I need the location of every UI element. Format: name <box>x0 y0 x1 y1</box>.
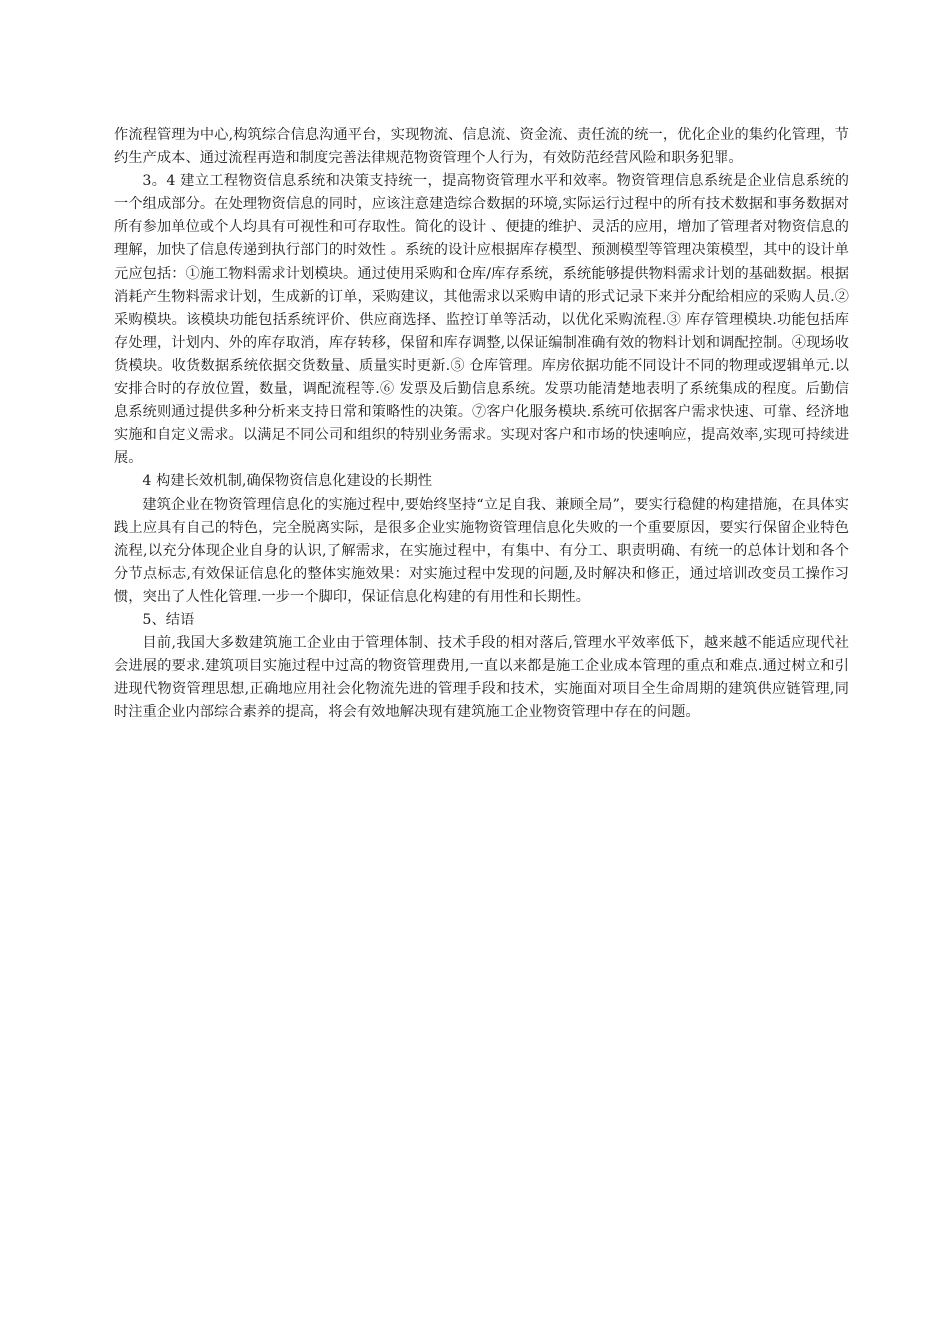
paragraph-continued: 作流程管理为中心,构筑综合信息沟通平台，实现物流、信息流、资金流、责任流的统一，优化企业的集约化管理，节约生产成本、通过流程再造和制度完善法律规范物资管理个人行为，有效防范经营风险和职务犯罪。 <box>114 127 849 167</box>
paragraph-section-3-4: 3。4 建立工程物资信息系统和决策支持统一，提高物资管理水平和效率。物资管理信息系统是企业信息系统的一个组成部分。在处理物资信息的同时，应该注意建造综合数据的环境,实际运行过程中的所有技术数据和事务数据对所有参加单位或个人均具有可视性和可存取性。简化的设计 、便捷的维护、灵活的应用，增加了管理者对物资信息的理解，加快了信息传递到执行部门的时效性 。系统的设计应根据库存模型、预测模型等管理决策模型，其中的设计单元应包括：①施工物料需求计划模块。通过使用采购和仓库/库存系统，系统能够提供物料需求计划的基础数据。根据消耗产生物料需求计划，生成新的订单，采购建议，其他需求以采购申请的形式记录下来并分配给相应的采购人员.② 采购模块。该模块功能包括系统评价、供应商选择、监控订单等活动，以优化采购流程.③ 库存管理模块.功能包括库存处理，计划内、外的库存取消，库存转移，保留和库存调整,以保证编制准确有效的物料计划和调配控制。④现场收货模块。收货数据系统依据交货数量、质量实时更新.⑤ 仓库管理。库房依据功能不同设计不同的物理或逻辑单元.以安排合时的存放位置，数量，调配流程等.⑥ 发票及后勤信息系统。发票功能清楚地表明了系统集成的程度。后勤信息系统则通过提供多种分析来支持日常和策略性的决策。⑦客户化服务模块.系统可依据客户需求快速、可靠、经济地实施和自定义需求。以满足不同公司和组织的特别业务需求。实现对客户和市场的快速响应，提高效率,实现可持续进展。 <box>114 173 849 467</box>
paragraph-section-4: 建筑企业在物资管理信息化的实施过程中,要始终坚持“立足自我、兼顾全局”，要实行稳健的构建措施，在具体实践上应具有自己的特色，完全脱离实际，是很多企业实施物资管理信息化失败的一个重要原因，要实行保留企业特色流程,以充分体现企业自身的认识,了解需求，在实施过程中，有集中、有分工、职责明确、有统一的总体计划和各个分节点标志,有效保证信息化的整体实施效果：对实施过程中发现的问题,及时解决和修正，通过培训改变员工操作习惯，突出了人性化管理.一步一个脚印，保证信息化构建的有用性和长期性。 <box>114 496 849 605</box>
section-heading-5: 5、结语 <box>142 611 195 628</box>
document-body <box>114 124 849 724</box>
paragraph-conclusion: 目前,我国大多数建筑施工企业由于管理体制、技术手段的相对落后,管理水平效率低下，越来越不能适应现代社会进展的要求.建筑项目实施过程中过高的物资管理费用,一直以来都是施工企业成本管理的重点和难点.通过树立和引进现代物资管理思想,正确地应用社会化物流先进的管理手段和技术，实施面对项目全生命周期的建筑供应链管理,同时注重企业内部综合素养的提高，将会有效地解决现有建筑施工企业物资管理中存在的问题。 <box>114 635 849 721</box>
section-heading-4: 4 构建长效机制,确保物资信息化建设的长期性 <box>142 473 433 490</box>
